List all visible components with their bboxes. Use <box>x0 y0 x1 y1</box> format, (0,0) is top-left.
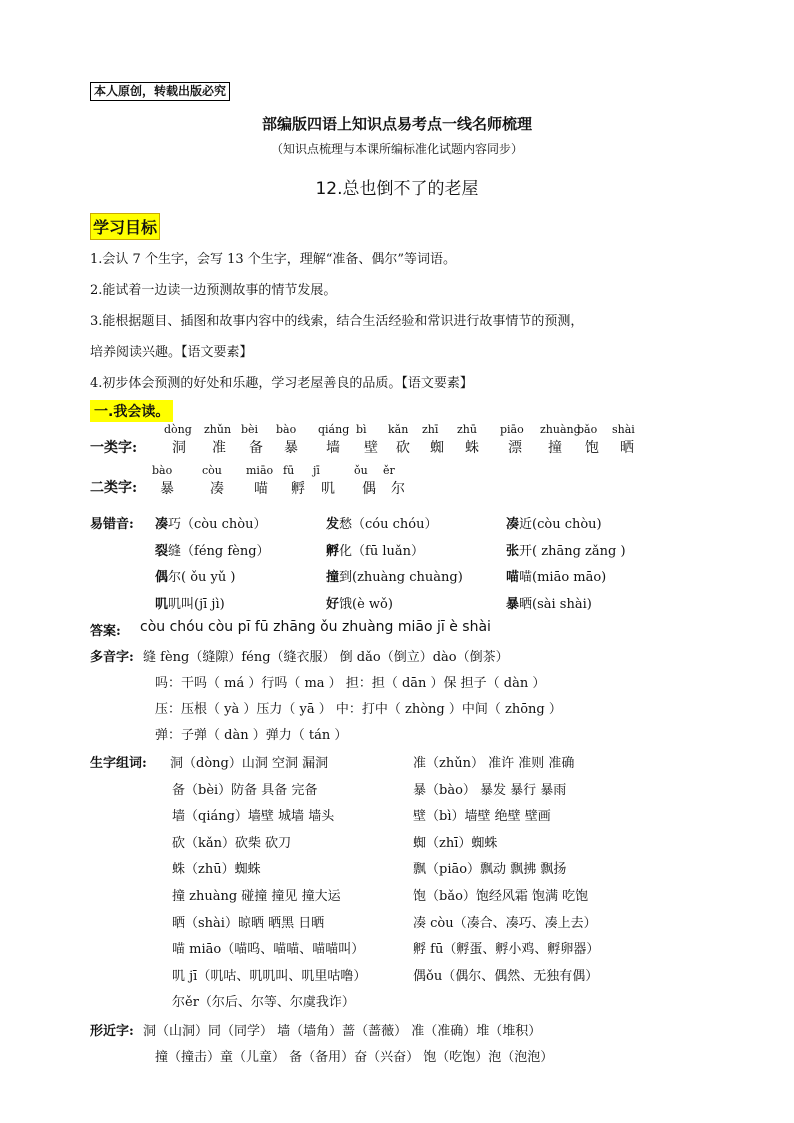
cuo-item <box>326 566 463 585</box>
cuo-reading: 喵(miāo māo) <box>519 570 607 585</box>
zuci-item: 蜘（zhī）蜘蛛 <box>413 836 498 851</box>
zuci-item: 孵 fū（孵蛋、孵小鸡、孵卵器） <box>413 942 600 957</box>
cuo-item <box>326 513 437 532</box>
pinyin: bào <box>152 464 173 477</box>
cuo-item <box>155 566 235 585</box>
cuo-reading: 巧（còu chòu） <box>168 517 267 532</box>
cuo-reading: 到(zhuàng chuàng) <box>339 570 463 585</box>
zuci-item: 蛛（zhū）蜘蛛 <box>172 862 261 877</box>
zuci-item: 尔ěr（尔后、尔等、尔虞我诈） <box>172 995 355 1010</box>
pinyin: qiáng <box>318 423 350 436</box>
goal-item: 2.能试着一边读一边预测故事的情节发展。 <box>90 283 337 298</box>
hanzi-char: 准 <box>212 440 226 456</box>
goal-item: 1.会认 7 个生字，会写 13 个生字，理解“准备、偶尔”等词语。 <box>90 252 457 267</box>
cuo-reading: 愁（cóu chóu） <box>339 517 438 532</box>
duoyin-line: 弹：子弹（ dàn ）弹力（ tán ） <box>155 728 348 743</box>
pinyin: ǒu <box>354 464 368 477</box>
cuo-char: 暴 <box>506 597 520 612</box>
hanzi-char: 漂 <box>508 440 522 456</box>
pinyin: ěr <box>383 464 395 477</box>
zuci-item: 晒（shài）晾晒 晒黑 日晒 <box>172 916 325 931</box>
page-title: 部编版四语上知识点易考点一线名师梳理 <box>261 115 532 133</box>
pinyin: zhī <box>422 423 439 436</box>
hanzi-char: 砍 <box>396 440 410 456</box>
answer-label: 答案: <box>90 624 121 639</box>
goals-heading: 学习目标 <box>90 213 160 240</box>
cuo-item <box>326 540 424 559</box>
cuo-item <box>155 593 225 612</box>
cuo-char: 凑 <box>155 517 169 532</box>
hanzi-char: 凑 <box>210 481 224 497</box>
zuci-item: 撞 zhuàng 碰撞 撞见 撞大运 <box>172 889 341 904</box>
zuci-item: 壁（bì）墙壁 绝壁 壁画 <box>413 809 551 824</box>
zuci-item: 喵 miāo（喵呜、喵喵、喵喵叫） <box>172 942 365 957</box>
cuo-char: 孵 <box>326 544 340 559</box>
class2-label: 二类字: <box>90 480 138 496</box>
cuo-char: 发 <box>326 517 340 532</box>
goal-item: 3.能根据题目、插图和故事内容中的线索，结合生活经验和常识进行故事情节的预测， <box>90 314 584 329</box>
duoyin-line: 吗：干吗（ má ）行吗（ ma ） 担：担（ dān ）保 担子（ dàn ） <box>155 676 546 691</box>
hanzi-char: 备 <box>249 440 263 456</box>
cuo-char: 喵 <box>506 570 520 585</box>
zuci-item: 叽 jī（叽咕、叽叽叫、叽里咕噜） <box>172 969 367 984</box>
page-subtitle: （知识点梳理与本课所编标准化试题内容同步） <box>270 142 523 156</box>
hanzi-char: 暴 <box>284 440 298 456</box>
copyright-notice: 本人原创，转载出版必究 <box>90 82 230 101</box>
cuo-reading: 化（fū luǎn） <box>339 544 424 559</box>
zuci-item: 洞（dòng）山洞 空洞 漏洞 <box>170 756 329 771</box>
hanzi-char: 蜘 <box>430 440 444 456</box>
pinyin: piāo <box>500 423 524 436</box>
pinyin: fū <box>283 464 295 477</box>
hanzi-char: 壁 <box>364 440 378 456</box>
zuci-item: 偶ǒu（偶尔、偶然、无独有偶） <box>413 969 599 984</box>
lesson-title: 12.总也倒不了的老屋 <box>315 179 479 199</box>
cuo-reading: 叽叫(jī jì) <box>168 597 225 612</box>
cuo-item <box>506 593 592 612</box>
cuo-char: 偶 <box>155 570 169 585</box>
duoyin-line: 压：压根（ yà ）压力（ yā ） 中：打中（ zhòng ）中间（ zhōng ） <box>155 702 562 717</box>
pinyin: bǎo <box>577 423 598 436</box>
cuo-reading: 晒(sài shài) <box>519 597 592 612</box>
cuo-item <box>506 566 606 585</box>
zuci-item: 准（zhǔn） 准许 准则 准确 <box>413 756 575 771</box>
pinyin: jī <box>313 464 320 477</box>
cuo-item <box>506 513 602 532</box>
section-heading-read: 一.我会读。 <box>90 400 173 422</box>
cuo-item <box>155 513 266 532</box>
zuci-item: 飘（piāo）飘动 飘拂 飘扬 <box>413 862 567 877</box>
cuo-char: 裂 <box>155 544 169 559</box>
cuo-char: 好 <box>326 597 340 612</box>
hanzi-char: 洞 <box>172 440 186 456</box>
xingjin-line: 撞（撞击）童（儿童） 备（备用）奋（兴奋） 饱（吃饱）泡（泡泡） <box>155 1050 554 1065</box>
zuci-item: 饱（bǎo）饱经风霜 饱满 吃饱 <box>413 889 589 904</box>
cuo-reading: 缝（féng fèng） <box>168 544 270 559</box>
cuo-char: 撞 <box>326 570 340 585</box>
pinyin: zhǔn <box>204 423 232 436</box>
class1-label: 一类字: <box>90 440 138 456</box>
zuci-item: 凑 còu（凑合、凑巧、凑上去） <box>413 916 597 931</box>
pinyin: bèi <box>241 423 259 436</box>
hanzi-char: 撞 <box>548 440 562 456</box>
hanzi-char: 墙 <box>326 440 340 456</box>
hanzi-char: 叽 <box>321 481 335 497</box>
cuo-label: 易错音: <box>90 517 134 532</box>
xingjin-label: 形近字: <box>90 1024 134 1039</box>
hanzi-char: 喵 <box>254 481 268 497</box>
hanzi-char: 蛛 <box>465 440 479 456</box>
goal-item: 4.初步体会预测的好处和乐趣，学习老屋善良的品质。【语文要素】 <box>90 376 473 391</box>
zuci-label: 生字组词: <box>90 756 147 771</box>
pinyin: miāo <box>246 464 274 477</box>
pinyin: shài <box>612 423 635 436</box>
cuo-reading: 近(còu chòu) <box>519 517 602 532</box>
zuci-item: 备（bèi）防备 具备 完备 <box>172 783 318 798</box>
cuo-item <box>506 540 626 559</box>
cuo-reading: 开( zhāng zǎng ) <box>519 544 626 559</box>
duoyin-line: 缝 fèng（缝隙）féng（缝衣服） 倒 dǎo（倒立）dào（倒茶） <box>143 650 509 665</box>
hanzi-char: 晒 <box>620 440 634 456</box>
cuo-char: 叽 <box>155 597 169 612</box>
pinyin: bì <box>356 423 367 436</box>
zuci-item: 砍（kǎn）砍柴 砍刀 <box>172 836 292 851</box>
duoyin-label: 多音字: <box>90 650 134 665</box>
cuo-char: 张 <box>506 544 520 559</box>
goal-item: 培养阅读兴趣。【语文要素】 <box>90 345 253 360</box>
cuo-reading: 尔( ǒu yǔ ) <box>168 570 236 585</box>
pinyin: kǎn <box>388 423 409 436</box>
hanzi-char: 暴 <box>160 481 174 497</box>
zuci-item: 暴（bào） 暴发 暴行 暴雨 <box>413 783 567 798</box>
hanzi-char: 偶 <box>362 481 376 497</box>
pinyin: bào <box>276 423 297 436</box>
pinyin: còu <box>202 464 222 477</box>
answer-text: còu chóu còu pī fū zhāng ǒu zhuàng miāo jī è shài <box>140 619 491 635</box>
hanzi-char: 饱 <box>585 440 599 456</box>
hanzi-char: 孵 <box>291 481 305 497</box>
pinyin: dòng <box>164 423 192 436</box>
cuo-char: 凑 <box>506 517 520 532</box>
pinyin: zhū <box>457 423 477 436</box>
cuo-item <box>155 540 270 559</box>
cuo-item <box>326 593 393 612</box>
zuci-item: 墙（qiáng）墙壁 城墙 墙头 <box>172 809 335 824</box>
xingjin-line: 洞（山洞）同（同学） 墙（墙角）蔷（蔷薇） 准（准确）堆（堆积） <box>143 1024 542 1039</box>
hanzi-char: 尔 <box>391 481 405 497</box>
cuo-reading: 饿(è wǒ) <box>339 597 393 612</box>
pinyin: zhuàng <box>540 423 581 436</box>
